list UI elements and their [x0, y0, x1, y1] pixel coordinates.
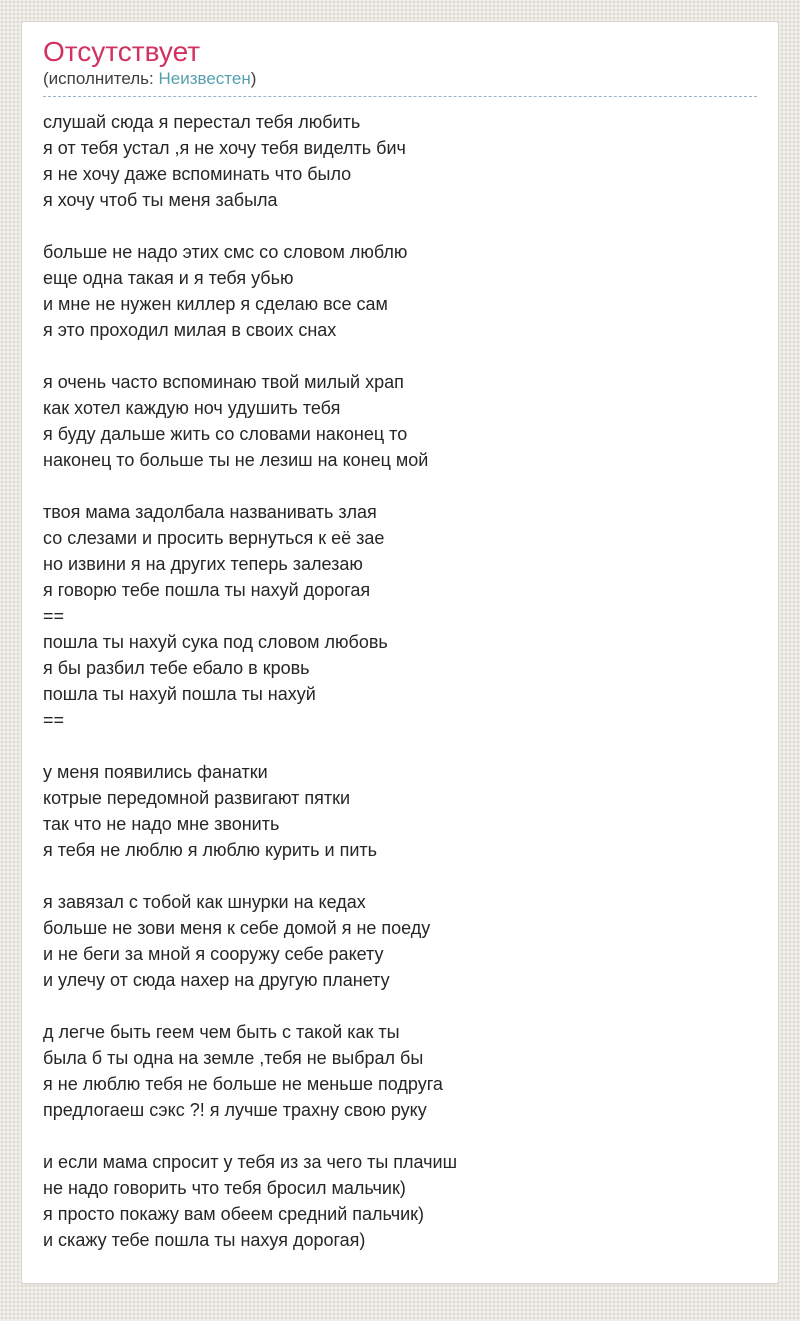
- lyrics-line: я очень часто вспоминаю твой милый храп: [43, 372, 404, 392]
- lyrics-line: я бы разбил тебе ебало в кровь: [43, 658, 310, 678]
- lyrics-line: была б ты одна на земле ,тебя не выбрал бы: [43, 1048, 424, 1068]
- lyrics-line: и скажу тебе пошла ты нахуя дорогая): [43, 1230, 366, 1250]
- lyrics-line: котрые передомной развигают пятки: [43, 788, 351, 808]
- lyrics-line: ==: [43, 710, 65, 730]
- artist-line: [43, 68, 757, 97]
- stanza: [43, 759, 757, 863]
- lyrics-line: слушай сюда я перестал тебя любить: [43, 112, 361, 132]
- stanza: [43, 1019, 757, 1123]
- lyrics-line: больше не зови меня к себе домой я не поеду: [43, 918, 431, 938]
- lyrics-line: со слезами и просить вернуться к её зае: [43, 528, 385, 548]
- song-title: Отсутствует: [43, 36, 201, 67]
- artist-prefix: (исполнитель:: [43, 69, 159, 88]
- lyrics-line: я не хочу даже вспоминать что было: [43, 164, 352, 184]
- lyrics-card: [21, 21, 779, 1284]
- lyrics-line: пошла ты нахуй сука под словом любовь: [43, 632, 388, 652]
- lyrics-line: и мне не нужен киллер я сделаю все сам: [43, 294, 388, 314]
- stanza: [43, 369, 757, 473]
- lyrics-line: ==: [43, 606, 65, 626]
- artist-suffix: ): [250, 69, 257, 88]
- lyrics-line: я завязал с тобой как шнурки на кедах: [43, 892, 366, 912]
- lyrics-line: так что не надо мне звонить: [43, 814, 280, 834]
- lyrics-line: больше не надо этих смс со словом люблю: [43, 242, 408, 262]
- stanza: [43, 499, 757, 733]
- stanza: [43, 1149, 757, 1253]
- lyrics-line: и улечу от сюда нахер на другую планету: [43, 970, 390, 990]
- lyrics-line: у меня появились фанатки: [43, 762, 268, 782]
- lyrics-line: пошла ты нахуй пошла ты нахуй: [43, 684, 316, 704]
- lyrics-line: я от тебя устал ,я не хочу тебя виделть бич: [43, 138, 406, 158]
- lyrics-line: д легче быть геем чем быть с такой как ты: [43, 1022, 400, 1042]
- lyrics-line: еще одна такая и я тебя убью: [43, 268, 294, 288]
- stanza: [43, 109, 757, 213]
- lyrics-line: наконец то больше ты не лезиш на конец мой: [43, 450, 429, 470]
- lyrics-text: [43, 109, 757, 1253]
- lyrics-line: не надо говорить что тебя бросил мальчик): [43, 1178, 406, 1198]
- lyrics-line: я буду дальше жить со словами наконец то: [43, 424, 408, 444]
- lyrics-line: я тебя не люблю я люблю курить и пить: [43, 840, 378, 860]
- lyrics-line: и не беги за мной я сооружу себе ракету: [43, 944, 384, 964]
- lyrics-line: я не люблю тебя не больше не меньше подруга: [43, 1074, 443, 1094]
- lyrics-line: я хочу чтоб ты меня забыла: [43, 190, 278, 210]
- lyrics-line: я просто покажу вам обеем средний пальчик): [43, 1204, 425, 1224]
- lyrics-line: но извини я на других теперь залезаю: [43, 554, 363, 574]
- lyrics-line: как хотел каждую ноч удушить тебя: [43, 398, 341, 418]
- artist-link[interactable]: Неизвестен: [158, 69, 251, 88]
- lyrics-line: и если мама спросит у тебя из за чего ты плачиш: [43, 1152, 458, 1172]
- stanza: [43, 889, 757, 993]
- lyrics-line: я говорю тебе пошла ты нахуй дорогая: [43, 580, 371, 600]
- lyrics-line: твоя мама задолбала названивать злая: [43, 502, 377, 522]
- stanza: [43, 239, 757, 343]
- lyrics-line: я это проходил милая в своих снах: [43, 320, 337, 340]
- lyrics-line: предлогаеш сэкс ?! я лучше трахну свою руку: [43, 1100, 427, 1120]
